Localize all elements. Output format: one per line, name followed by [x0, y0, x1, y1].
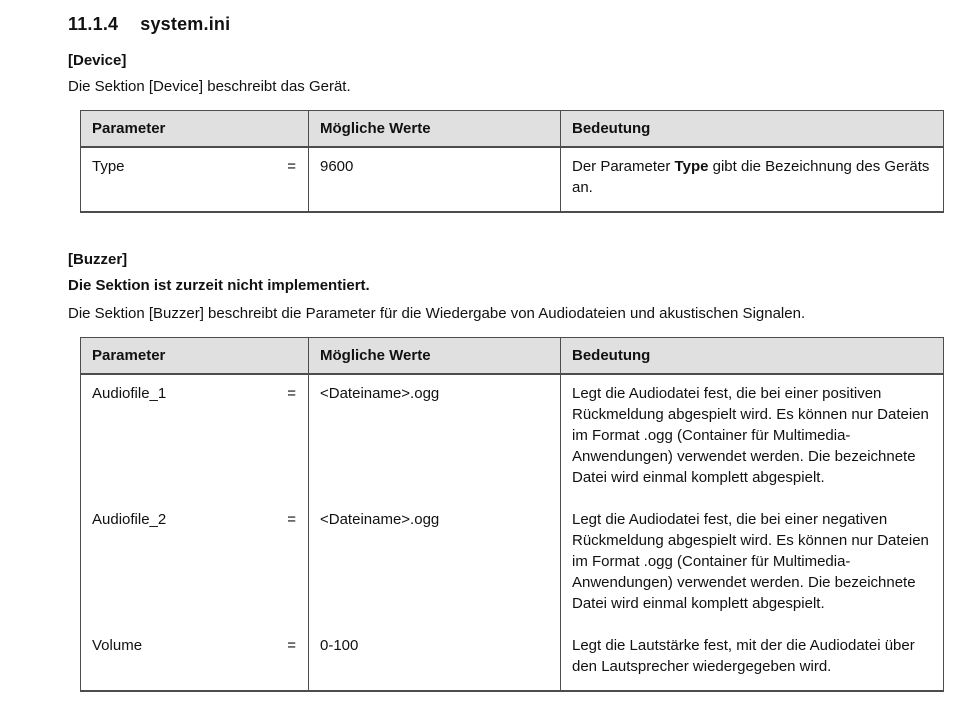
buzzer-section-heading: [Buzzer]: [68, 251, 128, 268]
column-header-meaning: Bedeutung: [561, 111, 944, 148]
table-row-audiofile-2: [81, 501, 944, 627]
parameter-name: Audiofile_1: [92, 385, 167, 402]
meaning-suffix: gibt die Bezeichnung des Geräts an.: [572, 158, 930, 196]
parameter-meaning: [561, 147, 944, 212]
buzzer-table-header-row: [81, 338, 944, 375]
parameter-meaning: Legt die Audiodatei fest, die bei einer negativen Rückmeldung abgespielt wird. Es können nur Dateien im Format .ogg (Container für Multimedia-Anwendungen) verwendet werden. Die bezeichnete Datei wird einmal komplett abgespielt.: [561, 501, 944, 627]
device-section-description: Die Sektion [Device] beschreibt das Gerät.: [68, 78, 351, 95]
device-table: [80, 110, 944, 213]
table-row-type: [81, 147, 944, 212]
section-title: system.ini: [140, 14, 231, 34]
parameter-value: <Dateiname>.ogg: [309, 374, 561, 501]
equals-sign: =: [287, 158, 296, 175]
buzzer-table: [80, 337, 944, 692]
parameter-cell: [92, 383, 298, 404]
column-header-meaning: Bedeutung: [561, 338, 944, 375]
buzzer-section-note: Die Sektion ist zurzeit nicht implementiert.: [68, 277, 370, 294]
table-row-audiofile-1: [81, 374, 944, 501]
parameter-meaning: Legt die Lautstärke fest, mit der die Audiodatei über den Lautsprecher wiedergegeben wird.: [561, 627, 944, 691]
column-header-values: Mögliche Werte: [309, 111, 561, 148]
column-header-values: Mögliche Werte: [309, 338, 561, 375]
parameter-value: 9600: [309, 147, 561, 212]
buzzer-section-description: Die Sektion [Buzzer] beschreibt die Parameter für die Wiedergabe von Audiodateien und akustischen Signalen.: [68, 305, 806, 322]
meaning-prefix: Der Parameter: [572, 158, 675, 175]
parameter-value: <Dateiname>.ogg: [309, 501, 561, 627]
equals-sign: =: [287, 385, 296, 402]
section-number: 11.1.4: [68, 14, 119, 34]
parameter-name: Type: [92, 158, 125, 175]
parameter-meaning: Legt die Audiodatei fest, die bei einer positiven Rückmeldung abgespielt wird. Es können nur Dateien im Format .ogg (Container für Multimedia-Anwendungen) verwendet werden. Die bezeichnete Datei wird einmal komplett abgespielt.: [561, 374, 944, 501]
equals-sign: =: [287, 637, 296, 654]
parameter-name: Audiofile_2: [92, 511, 167, 528]
parameter-value: 0-100: [309, 627, 561, 691]
column-header-parameter: Parameter: [81, 111, 309, 148]
parameter-name: Volume: [92, 637, 143, 654]
equals-sign: =: [287, 511, 296, 528]
parameter-cell: [92, 635, 298, 656]
table-row-volume: [81, 627, 944, 691]
meaning-bold-term: Type: [674, 158, 709, 175]
device-section-heading: [Device]: [68, 52, 127, 69]
device-table-header-row: [81, 111, 944, 148]
parameter-cell: [92, 509, 298, 530]
parameter-cell: [92, 156, 298, 177]
page-title: [68, 14, 951, 35]
column-header-parameter: Parameter: [81, 338, 309, 375]
